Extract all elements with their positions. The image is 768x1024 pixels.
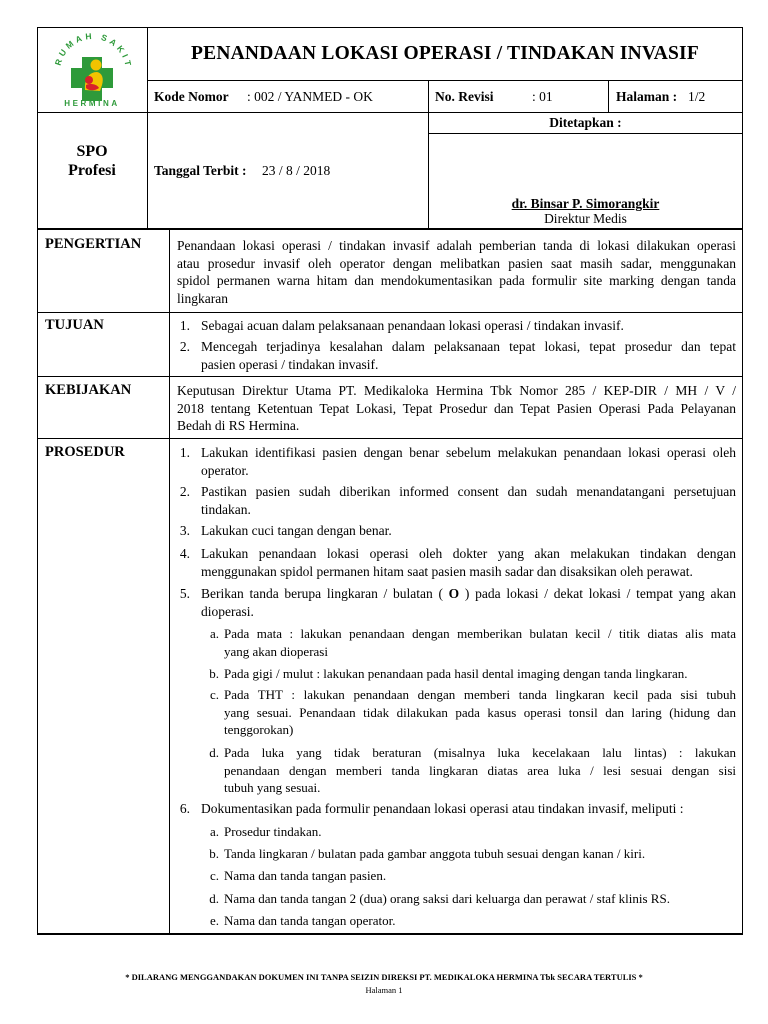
pengertian-label: PENGERTIAN	[45, 236, 142, 252]
list-number: 1.	[179, 318, 190, 333]
logo-hermina-text: HERMINA	[64, 99, 120, 108]
prosedur-6d: Nama dan tanda tangan 2 (dua) orang saksi dari keluarga dan perawat / staf klinis RS.	[224, 891, 670, 906]
sub-list-letter: b.	[209, 846, 219, 861]
prosedur-item-4: Lakukan penandaan lokasi operasi oleh dokter yang akan melakukan tindakan dengan menggunakan spidol permanen hitam saat pasien masih sadar dan disaksikan oleh perawat.	[201, 546, 736, 579]
prosedur-item-2: Pastikan pasien sudah diberikan informed consent dan sudah menandatangani persetujuan tindakan.	[201, 484, 736, 517]
signer-title: Direktur Medis	[544, 211, 627, 226]
prosedur-6b: Tanda lingkaran / bulatan pada gambar anggota tubuh sesuai dengan kanan / kiri.	[224, 846, 646, 861]
sub-list-letter: c.	[209, 687, 219, 702]
tujuan-item-2: Mencegah terjadinya kesalahan dalam pelaksanaan tepat lokasi, tepat prosedur dan tepat pasien operasi / tindakan invasif.	[201, 339, 736, 372]
prosedur-6c: Nama dan tanda tangan pasien.	[224, 868, 387, 883]
pengertian-text: Penandaan lokasi operasi / tindakan invasif adalah pemberian tanda di lokasi dilakukan operasi atau prosedur invasif oleh operator dengan melibatkan pasien saat masih sadar, menggunakan spidol permanen warna hitam dan mendokumentasikan pada formulir site marking dengan tanda lingkaran	[177, 238, 736, 306]
prosedur-6e: Nama dan tanda tangan operator.	[224, 913, 396, 928]
sub-list-letter: e.	[209, 913, 219, 928]
footer-notice: * DILARANG MENGGANDAKAN DOKUMEN INI TANPA SEIZIN DIREKSI PT. MEDIKALOKA HERMINA Tbk SECARA TERTULIS *	[125, 972, 643, 982]
hermina-logo-icon	[44, 30, 140, 110]
prosedur-label: PROSEDUR	[45, 444, 125, 460]
document-title: PENANDAAN LOKASI OPERASI / TINDAKAN INVASIF	[191, 43, 699, 64]
tujuan-item-1: Sebagai acuan dalam pelaksanaan penandaan lokasi operasi / tindakan invasif.	[201, 318, 624, 333]
prosedur-item-6: Dokumentasikan pada formulir penandaan lokasi operasi atau tindakan invasif, meliputi :	[201, 801, 684, 816]
footer-page-number: Halaman 1	[365, 985, 403, 995]
prosedur-5c: Pada THT : lakukan penandaan dengan memberi tanda lingkaran kecil pada sisi tubuh yang sesuai. Penandaan tidak dilakukan pada kasus operasi tonsil dan laring (hidung dan tenggorokan)	[224, 687, 736, 737]
prosedur-5d: Pada luka yang tidak beraturan (misalnya luka kecelakaan lalu lintas) : lakukan penandaan dengan memberi tanda lingkaran diatas area luka / lesi sesuai dengan sisi tubuh yang sesuai.	[224, 745, 736, 795]
kebijakan-label: KEBIJAKAN	[45, 382, 132, 398]
sub-list-letter: c.	[209, 868, 219, 883]
spo-line-1: SPO	[76, 143, 108, 160]
sub-list-letter: a.	[209, 626, 219, 641]
list-number: 2.	[179, 339, 190, 354]
list-number: 2.	[179, 484, 190, 499]
signer-name: dr. Binsar P. Simorangkir	[511, 196, 660, 211]
revisi-value: : 01	[532, 89, 553, 104]
prosedur-item-3: Lakukan cuci tangan dengan benar.	[201, 523, 392, 538]
tanggal-terbit-label: Tanggal Terbit :	[154, 163, 247, 178]
list-number: 1.	[179, 445, 190, 460]
prosedur-item-1: Lakukan identifikasi pasien dengan benar sebelum melakukan penandaan lokasi operasi oleh operator.	[201, 445, 736, 478]
tujuan-label: TUJUAN	[45, 317, 104, 333]
kebijakan-text: Keputusan Direktur Utama PT. Medikaloka Hermina Tbk Nomor 285 / KEP-DIR / MH / V / 2018 tentang Ketentuan Tepat Lokasi, Tepat Prosedur dan Tepat Pasien Operasi Pada Pelayanan Bedah di RS Hermina.	[177, 383, 736, 433]
prosedur-6a: Prosedur tindakan.	[224, 824, 322, 839]
list-number: 6.	[179, 801, 190, 816]
kode-nomor-value: : 002 / YANMED - OK	[247, 89, 373, 104]
spo-label	[37, 142, 147, 180]
sub-list-letter: d.	[209, 891, 219, 906]
list-number: 5.	[179, 586, 190, 601]
halaman-label: Halaman :	[616, 89, 678, 104]
circle-mark: O	[448, 586, 460, 601]
list-number: 4.	[179, 546, 190, 561]
hospital-logo	[44, 30, 140, 110]
prosedur-5a: Pada mata : lakukan penandaan dengan memberikan bulatan kecil / titik diatas alis mata yang akan dioperasi	[224, 626, 736, 659]
list-number: 3.	[179, 523, 190, 538]
spo-line-2: Profesi	[68, 162, 116, 179]
kode-nomor-label: Kode Nomor	[154, 89, 229, 104]
sub-list-letter: a.	[209, 824, 219, 839]
svg-text:RUMAH SAKIT: RUMAH SAKIT	[52, 30, 134, 70]
ditetapkan-label: Ditetapkan :	[549, 115, 622, 130]
sub-list-letter: b.	[209, 666, 219, 681]
revisi-label: No. Revisi	[435, 89, 494, 104]
sub-list-letter: d.	[209, 745, 219, 760]
tanggal-terbit-value: 23 / 8 / 2018	[262, 163, 331, 178]
prosedur-item-5: Berikan tanda berupa lingkaran / bulatan ( O ) pada lokasi / dekat lokasi / tempat yang akan dioperasi.	[201, 586, 737, 619]
prosedur-5b: Pada gigi / mulut : lakukan penandaan pada hasil dental imaging dengan tanda lingkaran.	[224, 666, 688, 681]
halaman-value: 1/2	[688, 89, 706, 104]
